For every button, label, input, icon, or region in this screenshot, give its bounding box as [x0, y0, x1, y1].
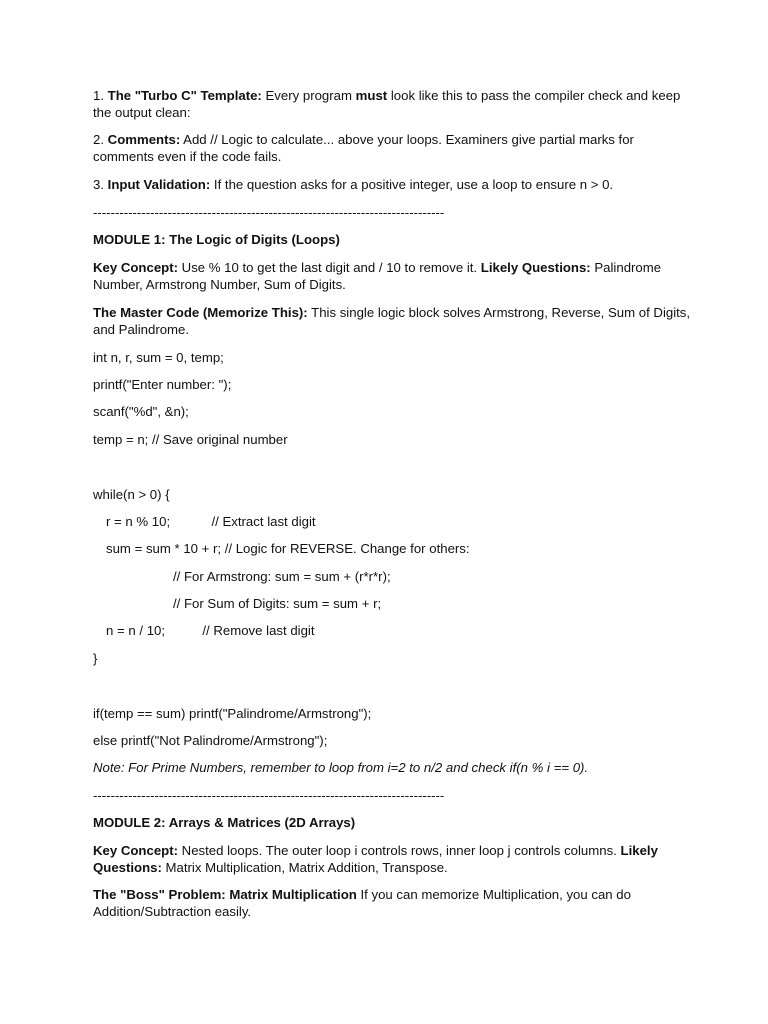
likely-questions-label: Questions: — [93, 860, 162, 875]
item-text: Every program — [265, 88, 352, 103]
code-line: int n, r, sum = 0, temp; — [93, 350, 224, 365]
likely-questions-label: Likely — [620, 843, 658, 858]
likely-questions-label: Likely Questions: — [480, 260, 591, 275]
master-code-text: This single logic block solves Armstrong, Reverse, Sum of Digits, — [311, 305, 691, 320]
module-2-boss-line-1 — [93, 886, 673, 903]
master-code-label: The Master Code (Memorize This): — [93, 305, 308, 320]
module-2-heading-text: MODULE 2: Arrays & Matrices (2D Arrays) — [93, 815, 356, 830]
module-1-heading-text: MODULE 1: The Logic of Digits (Loops) — [93, 232, 340, 247]
key-concept-text: Use % 10 to get the last digit and / 10 to remove it. — [181, 260, 478, 275]
code-line: // For Sum of Digits: sum = sum + r; — [173, 596, 382, 611]
intro-item-2-line-1 — [93, 131, 673, 148]
likely-questions-text: Palindrome — [594, 260, 662, 275]
intro-item-3 — [93, 176, 673, 193]
module-1-master-code-line-1 — [93, 304, 691, 321]
key-concept-label: Key Concept: — [93, 260, 178, 275]
intro-item-2-line-2: comments even if the code fails. — [93, 149, 282, 164]
module-1-heading — [93, 231, 673, 248]
item-label: Input Validation: — [107, 177, 211, 192]
module-1-master-code-line-2: and Palindrome. — [93, 322, 190, 337]
item-number: 1. — [93, 88, 104, 103]
item-number: 3. — [93, 177, 104, 192]
key-concept-label: Key Concept: — [93, 843, 178, 858]
module-2-key-concept-line-1 — [93, 842, 673, 859]
item-text: look like this to pass the compiler check and keep — [390, 88, 681, 103]
item-text: If the question asks for a positive integer, use a loop to ensure n > 0. — [213, 177, 614, 192]
code-comment: // Remove last digit — [202, 623, 315, 638]
code-statement: n = n / 10; — [106, 623, 166, 638]
code-line: printf("Enter number: "); — [93, 377, 232, 392]
code-comment: // Extract last digit — [211, 514, 316, 529]
item-emphasis: must — [355, 88, 388, 103]
likely-questions-text: Matrix Multiplication, Matrix Addition, Transpose. — [165, 860, 448, 875]
code-line: // For Armstrong: sum = sum + (r*r*r); — [173, 569, 391, 584]
code-line: sum = sum * 10 + r; // Logic for REVERSE. Change for others: — [106, 541, 470, 556]
code-line — [106, 513, 686, 530]
boss-problem-label: The "Boss" Problem: Matrix Multiplication — [93, 887, 357, 902]
item-label: Comments: — [107, 132, 181, 147]
divider-2: -------------------------------------------------------------------------------- — [93, 788, 445, 803]
item-label: The "Turbo C" Template: — [107, 88, 262, 103]
intro-item-1-line-2: the output clean: — [93, 105, 191, 120]
module-1-key-concept-line-1 — [93, 259, 673, 276]
note-text: Note: For Prime Numbers, remember to loop from i=2 to n/2 and check if(n % i == 0). — [93, 760, 589, 775]
key-concept-text: Nested loops. The outer loop i controls rows, inner loop j controls columns. — [181, 843, 617, 858]
code-line: else printf("Not Palindrome/Armstrong"); — [93, 733, 328, 748]
intro-item-1-line-1 — [93, 87, 681, 104]
module-2-boss-line-2: Addition/Subtraction easily. — [93, 904, 252, 919]
code-statement: r = n % 10; — [106, 514, 171, 529]
module-2-key-concept-line-2 — [93, 859, 673, 876]
module-1-note — [93, 759, 673, 776]
boss-problem-text: If you can memorize Multiplication, you can do — [360, 887, 631, 902]
code-line: temp = n; // Save original number — [93, 432, 288, 447]
code-line: scanf("%d", &n); — [93, 404, 189, 419]
module-1-key-concept-line-2: Number, Armstrong Number, Sum of Digits. — [93, 277, 346, 292]
code-line — [106, 622, 686, 639]
code-line: if(temp == sum) printf("Palindrome/Armstrong"); — [93, 706, 372, 721]
divider-1: -------------------------------------------------------------------------------- — [93, 205, 445, 220]
item-text: Add // Logic to calculate... above your loops. Examiners give partial marks for — [183, 132, 634, 147]
code-line: while(n > 0) { — [93, 487, 170, 502]
module-2-heading — [93, 814, 673, 831]
item-number: 2. — [93, 132, 104, 147]
code-line: } — [93, 651, 98, 666]
